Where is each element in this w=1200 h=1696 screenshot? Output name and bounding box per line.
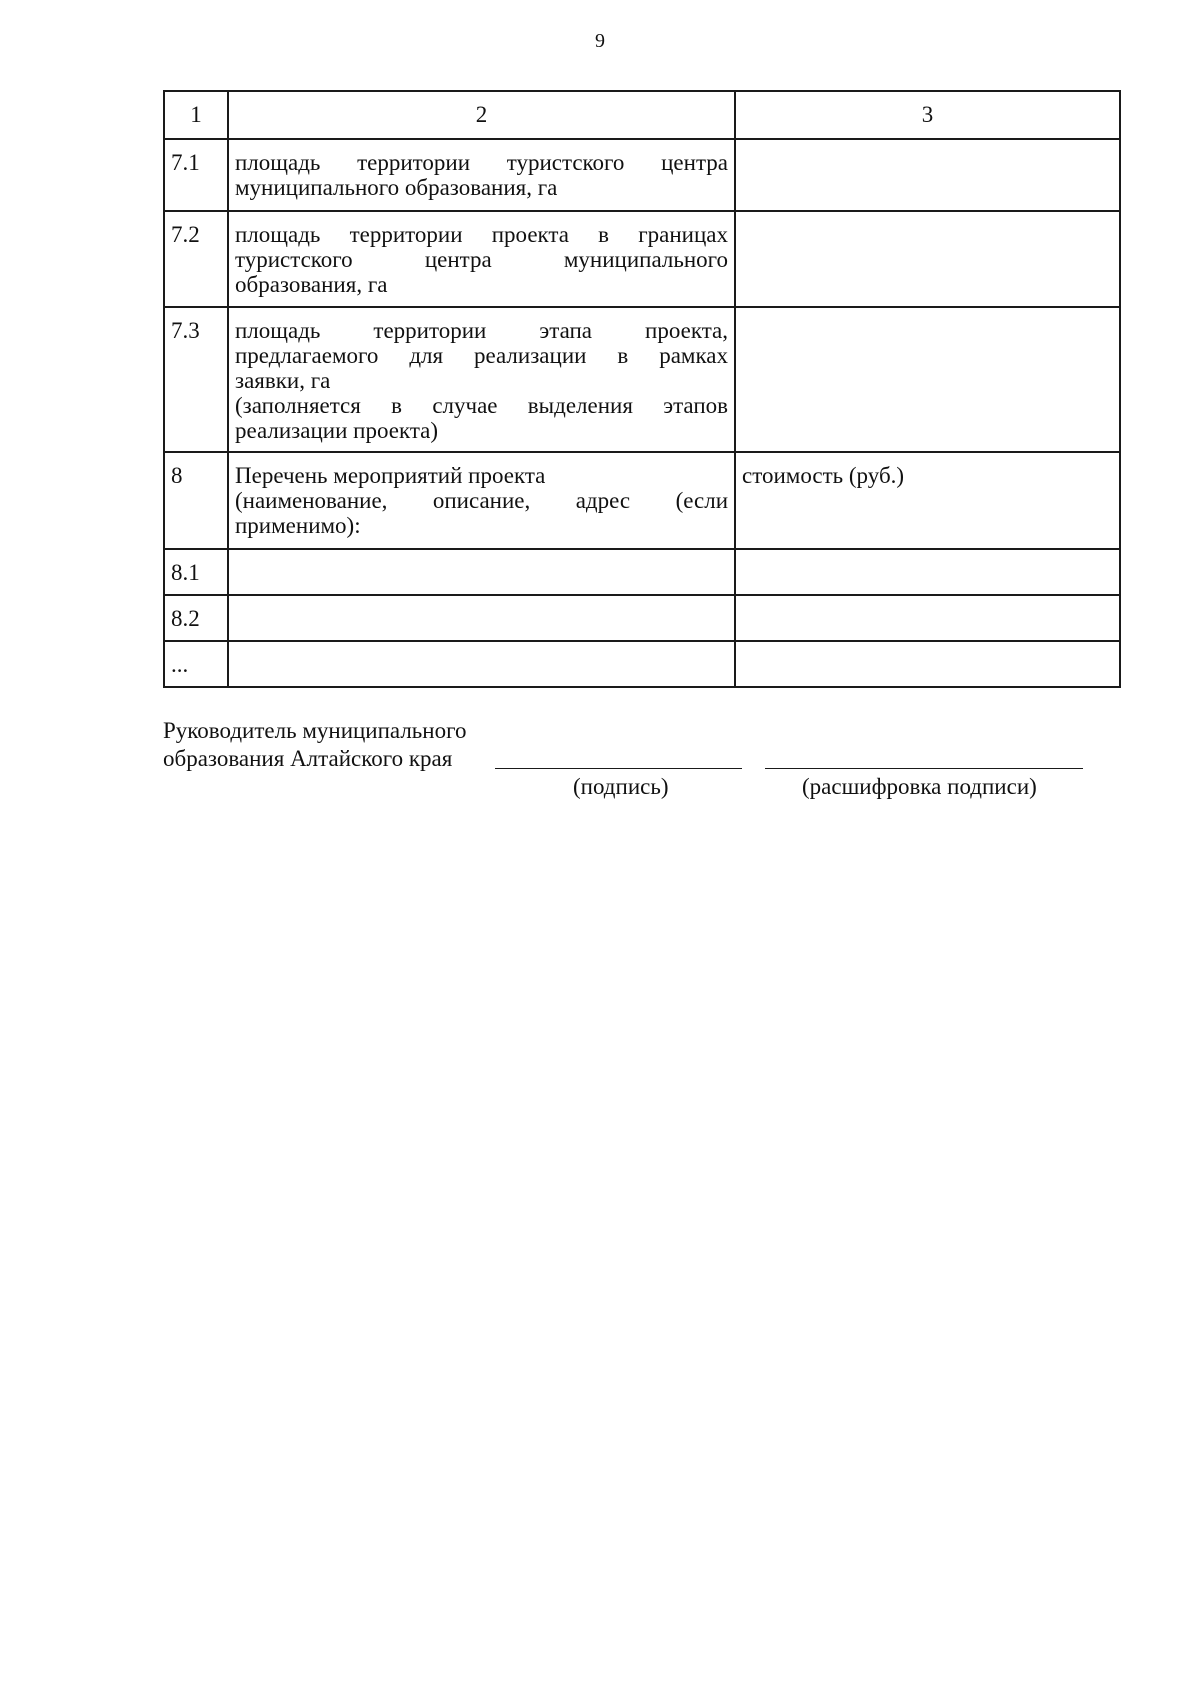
row-value: стоимость (руб.) [735, 452, 1120, 549]
row-description [228, 452, 735, 549]
row-value [735, 595, 1120, 641]
signature-decode-line [765, 768, 1083, 769]
row-value [735, 641, 1120, 687]
row-description [228, 307, 735, 452]
description-line: предлагаемого для реализации в рамках [235, 343, 728, 368]
description-line: образования, га [235, 272, 388, 297]
row-value [735, 139, 1120, 211]
table-row [164, 641, 1120, 687]
row-description [228, 139, 735, 211]
description-line: площадь территории туристского центра [235, 150, 728, 175]
table-row [164, 595, 1120, 641]
signatory-title-line: Руководитель муниципального [163, 718, 467, 743]
table-row [164, 452, 1120, 549]
description-line: (заполняется в случае выделения этапов [235, 393, 728, 418]
description-line: применимо): [235, 513, 361, 538]
header-cell-1: 1 [164, 91, 228, 139]
description-line: (наименование, описание, адрес (если [235, 488, 728, 513]
header-cell-2: 2 [228, 91, 735, 139]
row-description [228, 641, 735, 687]
table-header-row [164, 91, 1120, 139]
table-row [164, 307, 1120, 452]
signature-line [495, 768, 742, 769]
row-value [735, 211, 1120, 307]
row-value [735, 307, 1120, 452]
description-line: площадь территории проекта в границах [235, 222, 728, 247]
table-row [164, 549, 1120, 595]
row-number: 7.2 [164, 211, 228, 307]
row-number: 8.1 [164, 549, 228, 595]
row-number: 8 [164, 452, 228, 549]
table-row [164, 211, 1120, 307]
application-table [163, 90, 1121, 688]
description-line: туристского центра муниципального [235, 247, 728, 272]
row-description [228, 595, 735, 641]
row-description [228, 211, 735, 307]
row-number: ... [164, 641, 228, 687]
table-row [164, 139, 1120, 211]
row-number: 7.1 [164, 139, 228, 211]
signatory-title-line: образования Алтайского края [163, 746, 453, 771]
row-description [228, 549, 735, 595]
row-value [735, 549, 1120, 595]
description-line: Перечень мероприятий проекта [235, 463, 546, 488]
signature-block [163, 717, 466, 773]
description-line: площадь территории этапа проекта, [235, 318, 728, 343]
signature-decode-caption: (расшифровка подписи) [802, 774, 1037, 799]
row-number: 8.2 [164, 595, 228, 641]
description-line: заявки, га [235, 368, 331, 393]
row-number: 7.3 [164, 307, 228, 452]
description-line: муниципального образования, га [235, 175, 558, 200]
description-line: реализации проекта) [235, 418, 439, 443]
signature-caption: (подпись) [573, 774, 669, 799]
page-number: 9 [595, 30, 605, 52]
header-cell-3: 3 [735, 91, 1120, 139]
